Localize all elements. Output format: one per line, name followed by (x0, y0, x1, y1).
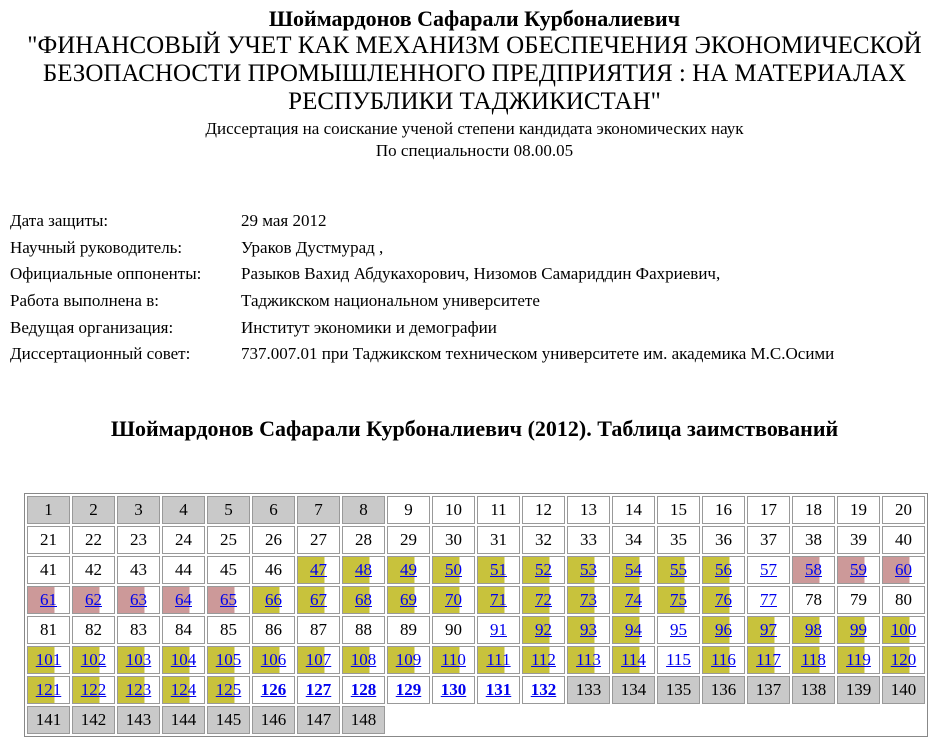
page-link[interactable]: 109 (395, 650, 422, 669)
page-cell: 23 (117, 526, 160, 554)
page-cell: 43 (117, 556, 160, 584)
page-cell (342, 646, 385, 674)
page-cell (27, 586, 70, 614)
page-cell: 29 (387, 526, 430, 554)
page-cell: 14 (612, 496, 655, 524)
page-cell: 2 (72, 496, 115, 524)
page-link[interactable]: 59 (850, 560, 867, 579)
page-link[interactable]: 132 (530, 680, 557, 699)
page-link[interactable]: 116 (711, 650, 736, 669)
page-cell: 34 (612, 526, 655, 554)
page-cell: 84 (162, 616, 205, 644)
page-cell (252, 586, 295, 614)
page-cell (477, 616, 520, 644)
page-cell (792, 556, 835, 584)
page-cell (27, 646, 70, 674)
page-link[interactable]: 101 (35, 650, 62, 669)
page-cell: 17 (747, 496, 790, 524)
page-cell: 10 (432, 496, 475, 524)
page-link[interactable]: 75 (670, 590, 687, 609)
page-link[interactable]: 123 (125, 680, 152, 699)
page-cell: 140 (882, 676, 925, 704)
page-cell (882, 646, 925, 674)
info-value: Ураков Дустмурад , (241, 237, 384, 257)
page-link[interactable]: 102 (80, 650, 107, 669)
degree-description (0, 118, 949, 162)
page-cell (702, 646, 745, 674)
page-link[interactable]: 62 (85, 590, 102, 609)
info-row (10, 288, 834, 315)
page-link[interactable]: 63 (130, 590, 147, 609)
page-cell: 35 (657, 526, 700, 554)
page-link[interactable]: 120 (890, 650, 917, 669)
page-link[interactable]: 103 (125, 650, 152, 669)
page-cell: 1 (27, 496, 70, 524)
page-cell: 19 (837, 496, 880, 524)
page-cell: 45 (207, 556, 250, 584)
page-cell (747, 646, 790, 674)
page-link[interactable]: 106 (260, 650, 287, 669)
page-cell: 16 (702, 496, 745, 524)
page-cell (522, 616, 565, 644)
page-cell (612, 646, 655, 674)
page-link[interactable]: 105 (215, 650, 242, 669)
page-cell (882, 556, 925, 584)
page-cell (567, 646, 610, 674)
page-cell: 143 (117, 706, 160, 734)
info-value: 737.007.01 при Таджикском техническом университете им. академика М.С.Осими (241, 344, 835, 364)
page-link[interactable]: 113 (576, 650, 601, 669)
page-cell: 83 (117, 616, 160, 644)
page-cell (567, 616, 610, 644)
page-cell: 27 (297, 526, 340, 554)
page-link[interactable]: 73 (580, 590, 597, 609)
grid-row (27, 616, 925, 644)
page-cell: 82 (72, 616, 115, 644)
page-cell: 142 (72, 706, 115, 734)
page-link[interactable]: 71 (490, 590, 507, 609)
page-cell: 11 (477, 496, 520, 524)
page-cell (117, 586, 160, 614)
page-link[interactable]: 67 (310, 590, 327, 609)
page-cell (612, 556, 655, 584)
page-cell: 139 (837, 676, 880, 704)
page-cell: 41 (27, 556, 70, 584)
page-cell (387, 586, 430, 614)
page-cell (702, 586, 745, 614)
page-cell (162, 676, 205, 704)
page-cell (207, 586, 250, 614)
page-cell (837, 556, 880, 584)
page-link[interactable]: 56 (715, 560, 732, 579)
page-cell: 26 (252, 526, 295, 554)
page-cell (432, 676, 475, 704)
page-cell: 147 (297, 706, 340, 734)
page-link[interactable]: 110 (441, 650, 466, 669)
page-cell: 18 (792, 496, 835, 524)
title-line: "ФИНАНСОВЫЙ УЧЕТ КАК МЕХАНИЗМ ОБЕСПЕЧЕНИЯ ЭКОНОМИЧЕСКОЙ (27, 32, 922, 59)
page-cell (702, 616, 745, 644)
page-cell (477, 586, 520, 614)
page-cell: 79 (837, 586, 880, 614)
page-link[interactable]: 70 (445, 590, 462, 609)
specialty-text: По специальности 08.00.05 (375, 141, 574, 160)
page-link[interactable]: 49 (400, 560, 417, 579)
page-cell (27, 676, 70, 704)
page-link[interactable]: 125 (215, 680, 242, 699)
page-cell (792, 646, 835, 674)
page-link[interactable]: 47 (310, 560, 327, 579)
borrowings-heading: Шоймардонов Сафарали Курбоналиевич (2012). Таблица заимствований (110, 416, 839, 441)
page-link[interactable]: 68 (355, 590, 372, 609)
grid-row (27, 556, 925, 584)
page-cell: 3 (117, 496, 160, 524)
page-link[interactable]: 107 (305, 650, 332, 669)
page-cell (747, 556, 790, 584)
page-cell: 5 (207, 496, 250, 524)
page-link[interactable]: 94 (625, 620, 642, 639)
page-cell: 36 (702, 526, 745, 554)
page-cell: 85 (207, 616, 250, 644)
page-cell (567, 556, 610, 584)
page-cell (792, 616, 835, 644)
page-cell: 4 (162, 496, 205, 524)
page-cell (162, 646, 205, 674)
page-cell (387, 676, 430, 704)
page-cell (612, 616, 655, 644)
page-cell: 8 (342, 496, 385, 524)
grid-row (27, 706, 925, 734)
page-link[interactable]: 98 (805, 620, 822, 639)
page-cell: 28 (342, 526, 385, 554)
page-cell: 20 (882, 496, 925, 524)
page-link[interactable]: 55 (670, 560, 687, 579)
page-cell: 37 (747, 526, 790, 554)
grid-row (27, 586, 925, 614)
page-cell: 138 (792, 676, 835, 704)
page-cell: 24 (162, 526, 205, 554)
page-cell (342, 556, 385, 584)
page-cell: 135 (657, 676, 700, 704)
page-cell: 148 (342, 706, 385, 734)
page-cell (522, 676, 565, 704)
page-cell: 42 (72, 556, 115, 584)
page-cell: 12 (522, 496, 565, 524)
page-link[interactable]: 64 (175, 590, 192, 609)
page-cell: 32 (522, 526, 565, 554)
page-cell (297, 646, 340, 674)
info-label: Работа выполнена в: (10, 291, 159, 311)
page-cell (342, 676, 385, 704)
page-cell: 9 (387, 496, 430, 524)
page-cell: 133 (567, 676, 610, 704)
page-link[interactable]: 61 (40, 590, 57, 609)
grid-row (27, 676, 925, 704)
page-cell: 31 (477, 526, 520, 554)
info-row (10, 341, 834, 368)
title-line: РЕСПУБЛИКИ ТАДЖИКИСТАН" (288, 88, 661, 115)
page-cell: 81 (27, 616, 70, 644)
page-link[interactable]: 72 (535, 590, 552, 609)
page-link[interactable]: 115 (666, 650, 691, 669)
page-link[interactable]: 104 (170, 650, 197, 669)
page-cell (252, 646, 295, 674)
page-cell: 134 (612, 676, 655, 704)
page-link[interactable]: 53 (580, 560, 597, 579)
page-cell (252, 676, 295, 704)
page-link[interactable]: 92 (535, 620, 552, 639)
page-link[interactable]: 126 (260, 680, 287, 699)
page-cell: 144 (162, 706, 205, 734)
page-cell (477, 646, 520, 674)
page-cell (432, 586, 475, 614)
dissertation-title (0, 32, 949, 116)
page-link[interactable]: 95 (670, 620, 687, 639)
page-cell (72, 646, 115, 674)
page-link[interactable]: 93 (580, 620, 597, 639)
page-link[interactable]: 117 (756, 650, 781, 669)
page-link[interactable]: 114 (621, 650, 646, 669)
info-row (10, 235, 834, 262)
page-cell (117, 646, 160, 674)
page-link[interactable]: 96 (715, 620, 732, 639)
page-cell: 87 (297, 616, 340, 644)
page-cell (207, 676, 250, 704)
page-cell: 44 (162, 556, 205, 584)
page-cell (477, 556, 520, 584)
page-cell (297, 556, 340, 584)
info-label: Ведущая организация: (10, 317, 174, 337)
page-cell (162, 586, 205, 614)
page-cell: 80 (882, 586, 925, 614)
info-label: Научный руководитель: (10, 237, 183, 257)
title-line: БЕЗОПАСНОСТИ ПРОМЫШЛЕННОГО ПРЕДПРИЯТИЯ : НА МАТЕРИАЛАХ (42, 60, 907, 87)
page-link[interactable]: 121 (35, 680, 62, 699)
info-label: Дата защиты: (10, 211, 109, 231)
page-cell (342, 586, 385, 614)
page-link[interactable]: 60 (895, 560, 912, 579)
info-label: Диссертационный совет: (10, 344, 191, 364)
page-cell (522, 556, 565, 584)
page-cell (477, 676, 520, 704)
page-link[interactable]: 52 (535, 560, 552, 579)
page-cell (657, 586, 700, 614)
dissertation-author: Шоймардонов Сафарали Курбоналиевич (268, 6, 681, 31)
info-row (10, 314, 834, 341)
page-cell: 86 (252, 616, 295, 644)
page-cell: 22 (72, 526, 115, 554)
page-cell (432, 646, 475, 674)
info-label: Официальные оппоненты: (10, 264, 202, 284)
page-cell: 40 (882, 526, 925, 554)
grid-row (27, 646, 925, 674)
page-cell (612, 586, 655, 614)
page-link[interactable]: 111 (486, 650, 511, 669)
page-cell: 33 (567, 526, 610, 554)
page-link[interactable]: 97 (760, 620, 777, 639)
page-cell: 6 (252, 496, 295, 524)
page-link[interactable]: 51 (490, 560, 507, 579)
page-cell: 7 (297, 496, 340, 524)
page-link[interactable]: 118 (801, 650, 826, 669)
page-cell (387, 646, 430, 674)
page-cell (882, 616, 925, 644)
page-cell: 38 (792, 526, 835, 554)
page-cell: 145 (207, 706, 250, 734)
page-cell (117, 676, 160, 704)
info-value: Разыков Вахид Абдукахорович, Низомов Самариддин Фахриевич, (241, 264, 721, 284)
page-link[interactable]: 119 (846, 650, 871, 669)
page-cell (72, 676, 115, 704)
page-link[interactable]: 108 (350, 650, 377, 669)
page-link[interactable]: 128 (350, 680, 377, 699)
page-link[interactable]: 130 (440, 680, 467, 699)
page-cell (207, 646, 250, 674)
page-cell (297, 586, 340, 614)
page-link[interactable]: 99 (850, 620, 867, 639)
page-link[interactable]: 65 (220, 590, 237, 609)
grid-row (27, 496, 925, 524)
defense-info-table (10, 208, 834, 368)
page-link[interactable]: 74 (625, 590, 642, 609)
page-cell (747, 586, 790, 614)
info-value: Таджикском национальном университете (241, 291, 540, 311)
page-cell: 136 (702, 676, 745, 704)
page-cell (747, 616, 790, 644)
degree-text: Диссертация на соискание ученой степени кандидата экономических наук (205, 119, 744, 138)
page-cell: 15 (657, 496, 700, 524)
page-cell: 13 (567, 496, 610, 524)
grid-row (27, 526, 925, 554)
page-cell: 88 (342, 616, 385, 644)
page-cell: 146 (252, 706, 295, 734)
page-cell (72, 586, 115, 614)
page-link[interactable]: 48 (355, 560, 372, 579)
borrowings-page-grid (24, 493, 928, 737)
page-link[interactable]: 58 (805, 560, 822, 579)
page-link[interactable]: 76 (715, 590, 732, 609)
page-cell (522, 586, 565, 614)
page-cell (387, 556, 430, 584)
page-cell (837, 646, 880, 674)
page-cell: 90 (432, 616, 475, 644)
page-link[interactable]: 127 (305, 680, 332, 699)
page-cell: 30 (432, 526, 475, 554)
page-cell (657, 556, 700, 584)
page-link[interactable]: 91 (490, 620, 507, 639)
info-row (10, 208, 834, 235)
page-cell: 25 (207, 526, 250, 554)
page-cell: 46 (252, 556, 295, 584)
page-link[interactable]: 69 (400, 590, 417, 609)
page-cell: 89 (387, 616, 430, 644)
page-link[interactable]: 100 (890, 620, 917, 639)
page-cell: 141 (27, 706, 70, 734)
page-cell (657, 616, 700, 644)
page-link[interactable]: 131 (485, 680, 512, 699)
page-link[interactable]: 54 (625, 560, 642, 579)
page-cell (837, 616, 880, 644)
page-cell (567, 586, 610, 614)
page-link[interactable]: 77 (760, 590, 777, 609)
page-link[interactable]: 129 (395, 680, 422, 699)
page-cell (432, 556, 475, 584)
page-link[interactable]: 50 (445, 560, 462, 579)
page-link[interactable]: 57 (760, 560, 777, 579)
page-cell: 21 (27, 526, 70, 554)
page-link[interactable]: 124 (170, 680, 197, 699)
page-cell: 39 (837, 526, 880, 554)
info-value: 29 мая 2012 (241, 211, 327, 231)
page-cell (702, 556, 745, 584)
page-cell (657, 646, 700, 674)
page-cell: 137 (747, 676, 790, 704)
page-link[interactable]: 66 (265, 590, 282, 609)
info-row (10, 261, 834, 288)
info-value: Институт экономики и демографии (241, 317, 497, 337)
page-link[interactable]: 112 (531, 650, 556, 669)
page-cell (522, 646, 565, 674)
page-link[interactable]: 122 (80, 680, 107, 699)
page-cell: 78 (792, 586, 835, 614)
page-cell (297, 676, 340, 704)
